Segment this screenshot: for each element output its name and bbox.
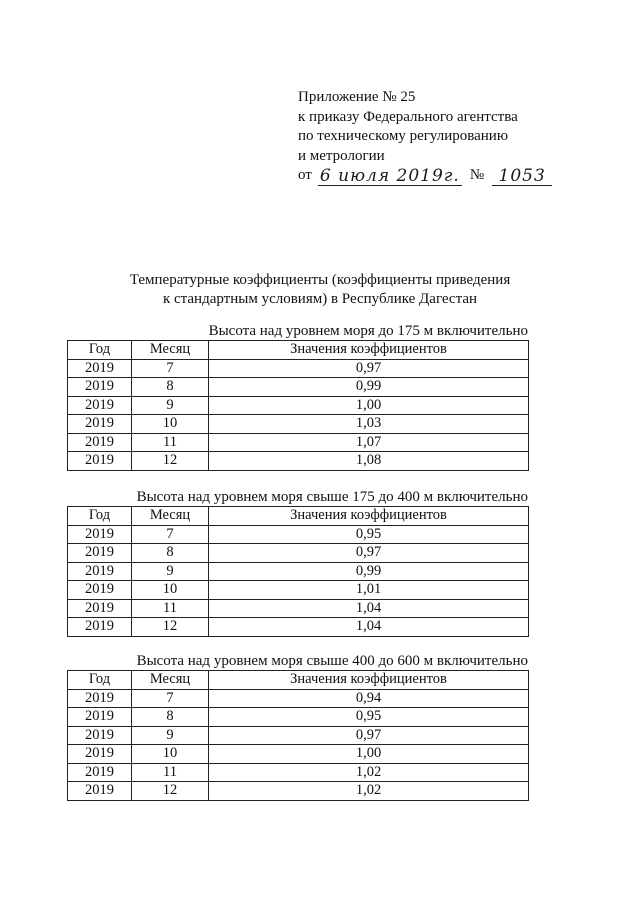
month-cell: 9 (132, 726, 209, 745)
column-header-month: Месяц (132, 341, 209, 360)
month-cell: 11 (132, 599, 209, 618)
coefficient-cell: 0,99 (209, 562, 529, 581)
coefficients-table (67, 506, 529, 637)
coefficient-cell: 1,01 (209, 581, 529, 600)
year-cell: 2019 (68, 396, 132, 415)
table-row (68, 415, 529, 434)
table-row (68, 544, 529, 563)
year-cell: 2019 (68, 726, 132, 745)
coefficient-cell: 1,00 (209, 745, 529, 764)
table-row (68, 618, 529, 637)
handwritten-order-number: 1053 (492, 167, 552, 186)
coefficient-cell: 1,03 (209, 415, 529, 434)
column-header-value: Значения коэффициентов (209, 341, 529, 360)
coefficient-cell: 0,97 (209, 359, 529, 378)
year-cell: 2019 (68, 782, 132, 801)
month-cell: 10 (132, 581, 209, 600)
table-row (68, 525, 529, 544)
month-cell: 11 (132, 433, 209, 452)
table-row (68, 359, 529, 378)
table-header-row (68, 671, 529, 690)
column-header-year: Год (68, 507, 132, 526)
month-cell: 7 (132, 689, 209, 708)
table-row (68, 745, 529, 764)
month-cell: 8 (132, 708, 209, 727)
agency-line-end: и метрологии (298, 147, 385, 164)
year-cell: 2019 (68, 544, 132, 563)
year-cell: 2019 (68, 562, 132, 581)
from-label: от (298, 167, 312, 183)
month-cell: 12 (132, 782, 209, 801)
month-cell: 8 (132, 378, 209, 397)
coefficient-cell: 1,07 (209, 433, 529, 452)
coefficient-cell: 1,04 (209, 599, 529, 618)
year-cell: 2019 (68, 618, 132, 637)
year-cell: 2019 (68, 378, 132, 397)
title-line-1: Температурные коэффициенты (коэффициенты приведения (129, 272, 511, 288)
order-date-line (298, 166, 552, 186)
month-cell: 10 (132, 745, 209, 764)
coefficient-cell: 1,00 (209, 396, 529, 415)
table-row (68, 562, 529, 581)
coefficient-cell: 0,95 (209, 708, 529, 727)
table-header-row (68, 341, 529, 360)
year-cell: 2019 (68, 689, 132, 708)
column-header-year: Год (68, 341, 132, 360)
coefficient-cell: 1,04 (209, 618, 529, 637)
month-cell: 12 (132, 452, 209, 471)
table-row (68, 378, 529, 397)
section-up-to-175m (67, 323, 528, 471)
column-header-month: Месяц (132, 507, 209, 526)
table-row (68, 782, 529, 801)
section-caption: Высота над уровнем моря свыше 400 до 600 м включительно (136, 653, 528, 669)
coefficient-cell: 1,02 (209, 763, 529, 782)
month-cell: 10 (132, 415, 209, 434)
year-cell: 2019 (68, 581, 132, 600)
coefficient-cell: 0,94 (209, 689, 529, 708)
order-reference: к приказу Федерального агентства (298, 108, 518, 125)
coefficients-table (67, 340, 529, 471)
month-cell: 11 (132, 763, 209, 782)
column-header-month: Месяц (132, 671, 209, 690)
table-row (68, 396, 529, 415)
column-header-value: Значения коэффициентов (209, 507, 529, 526)
section-caption: Высота над уровнем моря до 175 м включительно (208, 323, 528, 339)
section-400-to-600m (67, 653, 528, 801)
table-row (68, 708, 529, 727)
table-row (68, 581, 529, 600)
coefficient-cell: 1,02 (209, 782, 529, 801)
year-cell: 2019 (68, 359, 132, 378)
section-175-to-400m (67, 489, 528, 637)
table-header-row (68, 507, 529, 526)
table-row (68, 726, 529, 745)
appendix-number: Приложение № 25 (298, 89, 416, 105)
year-cell: 2019 (68, 599, 132, 618)
title-line-2: к стандартным условиям) в Республике Дагестан (162, 290, 478, 307)
coefficient-cell: 1,08 (209, 452, 529, 471)
year-cell: 2019 (68, 452, 132, 471)
column-header-value: Значения коэффициентов (209, 671, 529, 690)
coefficient-cell: 0,99 (209, 378, 529, 397)
month-cell: 8 (132, 544, 209, 563)
year-cell: 2019 (68, 433, 132, 452)
table-row (68, 433, 529, 452)
agency-line: по техническому регулированию (298, 128, 509, 144)
month-cell: 9 (132, 396, 209, 415)
month-cell: 7 (132, 525, 209, 544)
number-label: № (469, 167, 485, 183)
month-cell: 12 (132, 618, 209, 637)
month-cell: 7 (132, 359, 209, 378)
coefficient-cell: 0,97 (209, 544, 529, 563)
month-cell: 9 (132, 562, 209, 581)
year-cell: 2019 (68, 763, 132, 782)
year-cell: 2019 (68, 525, 132, 544)
year-cell: 2019 (68, 415, 132, 434)
table-row (68, 599, 529, 618)
table-row (68, 763, 529, 782)
table-row (68, 689, 529, 708)
table-row (68, 452, 529, 471)
column-header-year: Год (68, 671, 132, 690)
coefficient-cell: 0,95 (209, 525, 529, 544)
year-cell: 2019 (68, 708, 132, 727)
document-title (0, 271, 640, 308)
year-cell: 2019 (68, 745, 132, 764)
coefficient-cell: 0,97 (209, 726, 529, 745)
coefficients-table (67, 670, 529, 801)
section-caption: Высота над уровнем моря свыше 175 до 400 м включительно (136, 489, 528, 505)
handwritten-date: 6 июля 2019г. (318, 167, 462, 186)
appendix-header (298, 88, 552, 186)
